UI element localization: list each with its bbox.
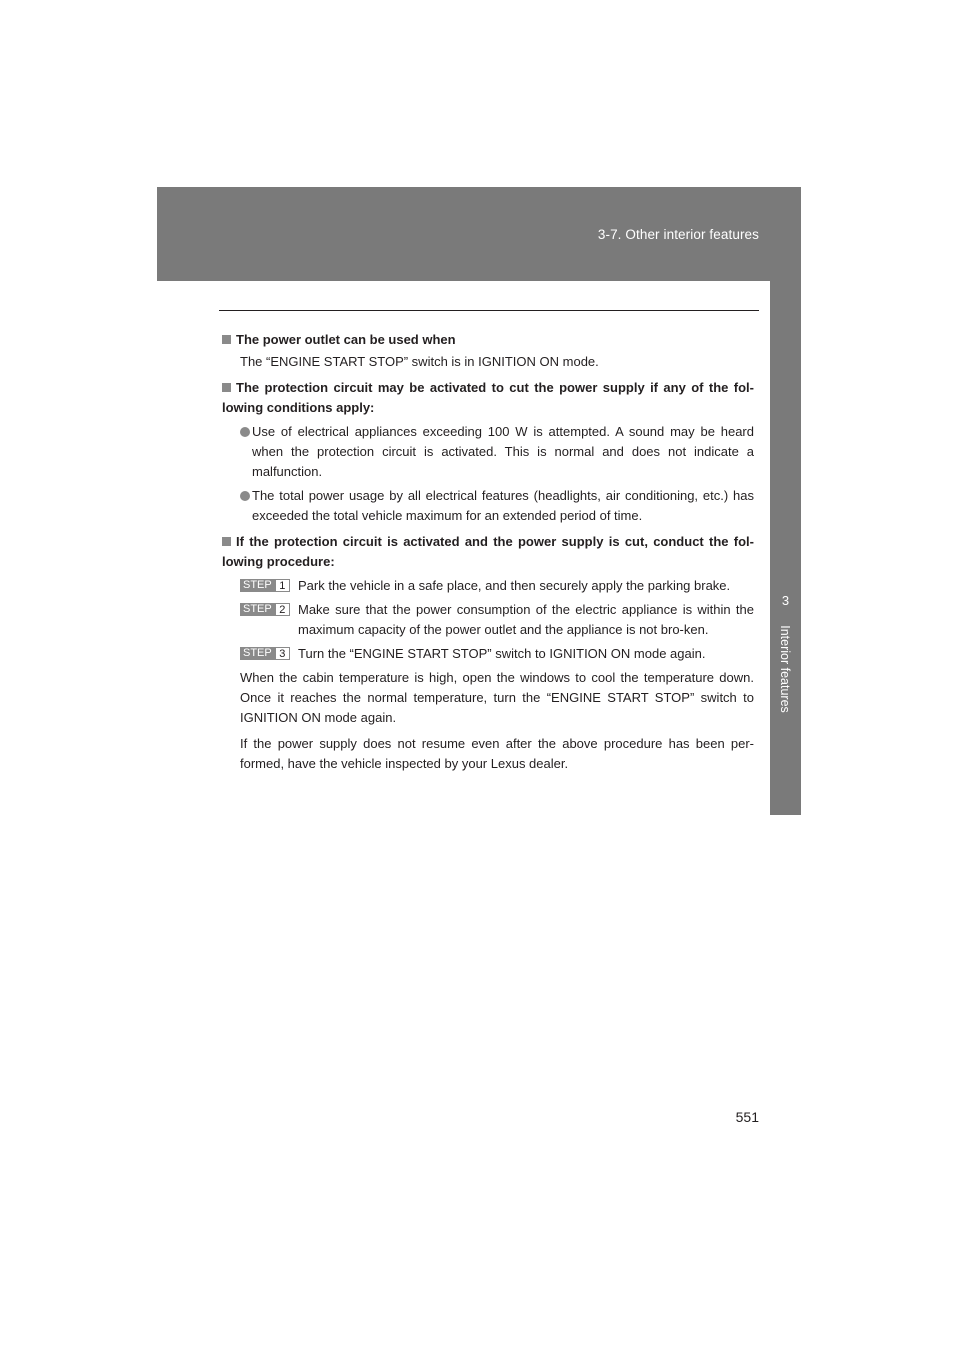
step-word: STEP	[240, 603, 275, 616]
section-recovery-procedure	[222, 532, 754, 774]
chapter-number: 3	[781, 593, 790, 608]
heading-text: If the protection circuit is activated and the power supply is cut, conduct the fol-lowing procedure:	[222, 534, 754, 569]
top-divider	[219, 310, 759, 311]
step-badge	[240, 647, 290, 660]
heading-text: The power outlet can be used when	[236, 332, 456, 347]
square-bullet-icon	[222, 537, 231, 546]
step-word: STEP	[240, 579, 275, 592]
round-bullet-icon	[240, 491, 250, 501]
round-bullet-icon	[240, 427, 250, 437]
chapter-title: Interior features	[778, 625, 792, 713]
procedure-step	[222, 644, 754, 664]
list-item-text: The total power usage by all electrical features (headlights, air conditioning, etc.) has exceeded the total vehicle maximum for an extended period of time.	[252, 488, 754, 523]
step-text: Make sure that the power consumption of the electric appliance is within the maximum capacity of the power outlet and the appliance is not bro-ken.	[298, 602, 754, 637]
list-item	[222, 422, 754, 482]
body-text: The “ENGINE START STOP” switch is in IGNITION ON mode.	[240, 354, 599, 369]
square-bullet-icon	[222, 383, 231, 392]
list-item	[222, 486, 754, 526]
heading-text: The protection circuit may be activated to cut the power supply if any of the fol-lowing conditions apply:	[222, 380, 754, 415]
body-text: If the power supply does not resume even after the above procedure has been per-formed, have the vehicle inspected by your Lexus dealer.	[240, 736, 754, 771]
section-power-outlet-usage	[222, 330, 754, 372]
section-protection-circuit-conditions	[222, 378, 754, 526]
body-text: When the cabin temperature is high, open the windows to cool the temperature down. Once it reaches the normal temperature, turn the “ENGINE START STOP” switch to IGNITION ON mode again.	[240, 670, 754, 725]
header-band	[157, 187, 801, 281]
page-number: 551	[735, 1109, 759, 1125]
procedure-step	[222, 600, 754, 640]
step-number: 3	[275, 647, 290, 660]
section-heading	[222, 330, 754, 350]
step-badge	[240, 579, 290, 592]
step-number: 1	[275, 579, 290, 592]
step-text: Park the vehicle in a safe place, and then securely apply the parking brake.	[298, 578, 731, 593]
square-bullet-icon	[222, 335, 231, 344]
chapter-side-tab	[770, 281, 801, 815]
step-badge	[240, 603, 290, 616]
step-word: STEP	[240, 647, 275, 660]
section-heading	[222, 378, 754, 418]
step-number: 2	[275, 603, 290, 616]
procedure-step	[222, 576, 754, 596]
page-content	[222, 330, 754, 780]
list-item-text: Use of electrical appliances exceeding 100 W is attempted. A sound may be heard when the protection circuit is activated. This is normal and does not indicate a malfunction.	[252, 424, 754, 479]
section-heading	[222, 532, 754, 572]
section-title: 3-7. Other interior features	[597, 227, 759, 242]
step-text: Turn the “ENGINE START STOP” switch to IGNITION ON mode again.	[298, 646, 706, 661]
